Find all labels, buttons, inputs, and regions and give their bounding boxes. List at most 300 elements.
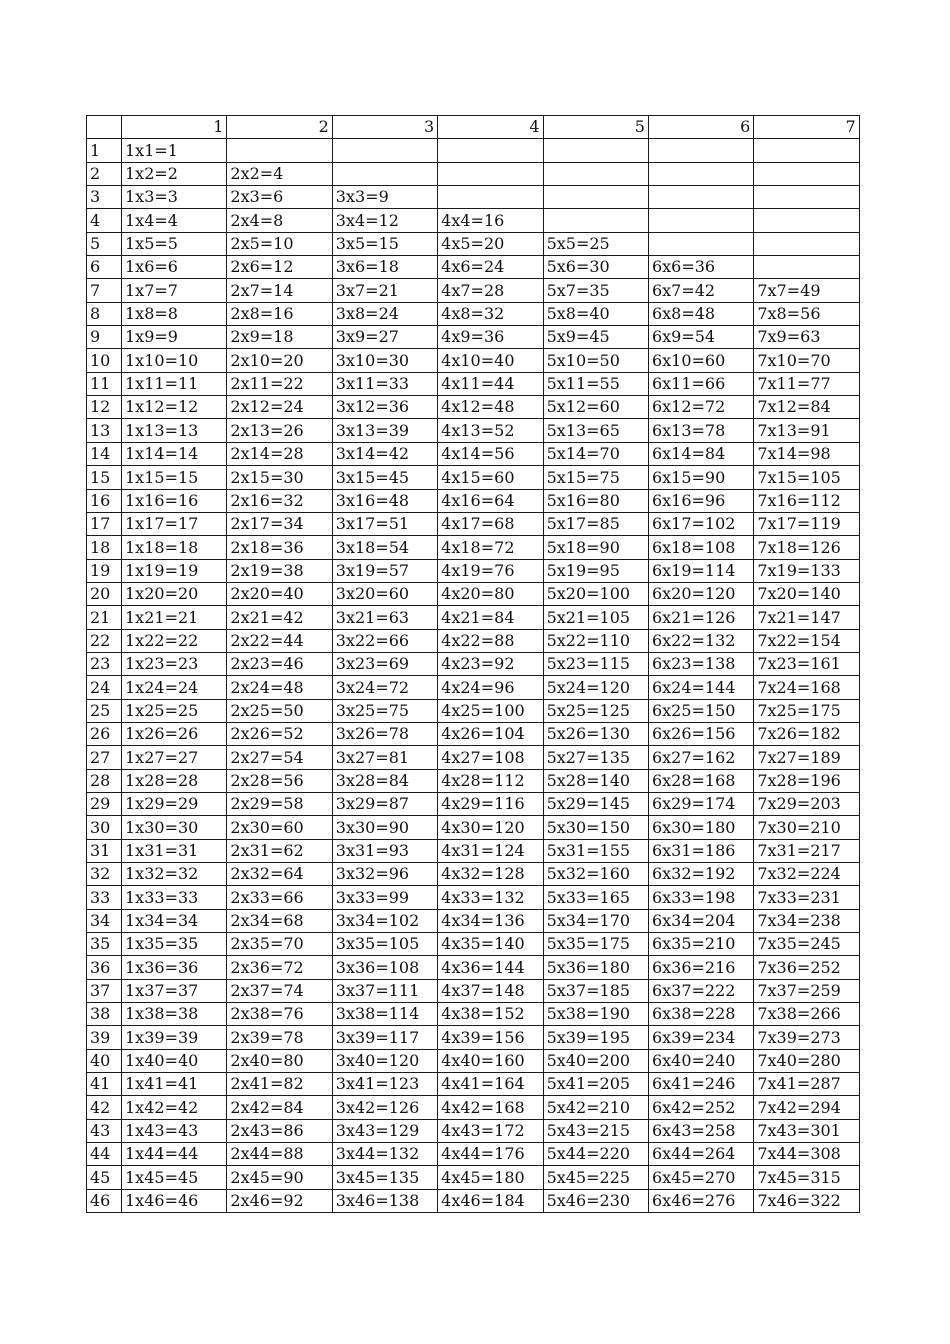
table-row [87,1073,860,1096]
table-cell: 7x43=301 [754,1119,859,1142]
table-cell: 4x5=20 [438,232,543,255]
table-row [87,139,860,162]
table-row [87,1003,860,1026]
table-cell: 4x45=180 [438,1166,543,1189]
table-cell: 4x18=72 [438,536,543,559]
table-cell: 7x32=224 [754,863,859,886]
table-cell: 5x28=140 [543,769,648,792]
table-cell: 4x21=84 [438,606,543,629]
table-cell [648,139,753,162]
table-row [87,512,860,535]
table-cell: 5x13=65 [543,419,648,442]
table-cell: 3x30=90 [332,816,437,839]
table-cell: 2x11=22 [227,372,332,395]
column-header: 1 [122,116,227,139]
table-cell: 1x42=42 [122,1096,227,1119]
table-body [87,116,860,1213]
table-cell: 4x37=148 [438,979,543,1002]
table-cell: 2x31=62 [227,839,332,862]
table-cell: 6x42=252 [648,1096,753,1119]
table-cell: 3x16=48 [332,489,437,512]
table-cell: 1x29=29 [122,792,227,815]
table-cell: 1x41=41 [122,1073,227,1096]
table-cell: 7x33=231 [754,886,859,909]
table-cell: 5x38=190 [543,1003,648,1026]
row-header: 17 [87,512,122,535]
table-cell: 5x34=170 [543,909,648,932]
table-cell: 6x15=90 [648,466,753,489]
table-cell: 5x42=210 [543,1096,648,1119]
table-cell: 1x44=44 [122,1143,227,1166]
table-cell: 7x34=238 [754,909,859,932]
table-cell: 1x39=39 [122,1026,227,1049]
row-header: 23 [87,652,122,675]
table-cell: 7x23=161 [754,652,859,675]
table-cell: 3x13=39 [332,419,437,442]
table-row [87,839,860,862]
table-cell: 3x42=126 [332,1096,437,1119]
row-header: 2 [87,162,122,185]
table-cell: 2x24=48 [227,676,332,699]
table-cell: 2x32=64 [227,863,332,886]
table-cell: 7x17=119 [754,512,859,535]
table-cell: 7x21=147 [754,606,859,629]
table-row [87,979,860,1002]
table-cell: 6x30=180 [648,816,753,839]
table-row [87,536,860,559]
table-cell: 3x10=30 [332,349,437,372]
table-cell: 3x35=105 [332,933,437,956]
row-header: 30 [87,816,122,839]
table-cell: 6x12=72 [648,396,753,419]
table-cell: 2x16=32 [227,489,332,512]
table-cell: 6x26=156 [648,722,753,745]
table-cell: 4x24=96 [438,676,543,699]
table-cell: 3x11=33 [332,372,437,395]
table-row [87,909,860,932]
table-cell: 6x29=174 [648,792,753,815]
table-cell: 2x28=56 [227,769,332,792]
table-cell: 7x8=56 [754,302,859,325]
table-cell [543,209,648,232]
table-cell: 4x9=36 [438,326,543,349]
table-cell: 6x33=198 [648,886,753,909]
table-cell: 3x20=60 [332,582,437,605]
table-cell: 3x15=45 [332,466,437,489]
table-cell: 5x25=125 [543,699,648,722]
table-cell: 2x7=14 [227,279,332,302]
table-cell: 3x21=63 [332,606,437,629]
table-cell: 1x3=3 [122,186,227,209]
row-header: 28 [87,769,122,792]
table-cell: 2x8=16 [227,302,332,325]
table-cell: 7x42=294 [754,1096,859,1119]
table-row [87,746,860,769]
table-cell: 7x20=140 [754,582,859,605]
table-cell: 7x11=77 [754,372,859,395]
table-cell: 1x10=10 [122,349,227,372]
table-cell [754,209,859,232]
row-header: 6 [87,256,122,279]
table-cell: 7x18=126 [754,536,859,559]
table-cell: 4x44=176 [438,1143,543,1166]
row-header: 16 [87,489,122,512]
table-cell: 7x10=70 [754,349,859,372]
table-cell: 7x7=49 [754,279,859,302]
table-cell: 1x2=2 [122,162,227,185]
table-cell: 6x24=144 [648,676,753,699]
table-cell: 5x19=95 [543,559,648,582]
table-cell: 3x8=24 [332,302,437,325]
table-cell: 5x37=185 [543,979,648,1002]
table-cell: 1x24=24 [122,676,227,699]
table-cell: 3x29=87 [332,792,437,815]
table-cell: 4x43=172 [438,1119,543,1142]
table-cell: 3x19=57 [332,559,437,582]
table-cell: 3x5=15 [332,232,437,255]
table-cell: 1x43=43 [122,1119,227,1142]
table-cell: 6x6=36 [648,256,753,279]
table-cell: 3x33=99 [332,886,437,909]
table-cell: 6x10=60 [648,349,753,372]
row-header: 45 [87,1166,122,1189]
table-cell: 3x4=12 [332,209,437,232]
table-cell: 2x25=50 [227,699,332,722]
table-cell: 4x32=128 [438,863,543,886]
table-cell [332,162,437,185]
table-row [87,1166,860,1189]
table-cell: 5x17=85 [543,512,648,535]
table-row [87,396,860,419]
table-cell: 7x9=63 [754,326,859,349]
row-header: 43 [87,1119,122,1142]
table-cell: 1x36=36 [122,956,227,979]
table-cell: 1x20=20 [122,582,227,605]
table-cell: 7x45=315 [754,1166,859,1189]
table-cell: 3x9=27 [332,326,437,349]
table-cell: 7x35=245 [754,933,859,956]
table-row [87,652,860,675]
table-row [87,792,860,815]
table-cell: 6x46=276 [648,1189,753,1212]
table-row [87,302,860,325]
table-cell: 4x16=64 [438,489,543,512]
row-header: 31 [87,839,122,862]
table-cell: 1x7=7 [122,279,227,302]
table-cell: 4x17=68 [438,512,543,535]
table-cell: 5x40=200 [543,1049,648,1072]
row-header: 12 [87,396,122,419]
table-cell: 1x31=31 [122,839,227,862]
table-cell: 1x30=30 [122,816,227,839]
table-cell: 4x10=40 [438,349,543,372]
table-cell: 2x5=10 [227,232,332,255]
table-cell: 7x36=252 [754,956,859,979]
table-cell: 3x40=120 [332,1049,437,1072]
table-cell: 2x15=30 [227,466,332,489]
table-cell: 7x26=182 [754,722,859,745]
table-cell: 1x14=14 [122,442,227,465]
table-cell: 3x44=132 [332,1143,437,1166]
row-header: 11 [87,372,122,395]
table-cell: 3x7=21 [332,279,437,302]
table-cell: 3x24=72 [332,676,437,699]
table-cell: 7x41=287 [754,1073,859,1096]
table-cell: 1x17=17 [122,512,227,535]
table-cell [754,232,859,255]
table-cell: 4x40=160 [438,1049,543,1072]
corner-cell [87,116,122,139]
table-cell: 5x33=165 [543,886,648,909]
table-cell: 4x41=164 [438,1073,543,1096]
table-cell: 3x34=102 [332,909,437,932]
column-header: 7 [754,116,859,139]
table-cell: 5x20=100 [543,582,648,605]
table-cell: 4x29=116 [438,792,543,815]
table-cell: 7x15=105 [754,466,859,489]
table-cell: 7x37=259 [754,979,859,1002]
row-header: 38 [87,1003,122,1026]
table-cell: 5x15=75 [543,466,648,489]
table-cell: 2x38=76 [227,1003,332,1026]
table-cell: 2x17=34 [227,512,332,535]
table-cell: 2x10=20 [227,349,332,372]
table-cell: 7x22=154 [754,629,859,652]
row-header: 41 [87,1073,122,1096]
table-cell: 4x39=156 [438,1026,543,1049]
table-cell: 3x18=54 [332,536,437,559]
table-cell: 5x31=155 [543,839,648,862]
table-cell: 2x43=86 [227,1119,332,1142]
table-cell: 7x13=91 [754,419,859,442]
table-cell [543,162,648,185]
table-cell: 6x13=78 [648,419,753,442]
table-cell: 5x21=105 [543,606,648,629]
row-header: 29 [87,792,122,815]
table-cell: 5x46=230 [543,1189,648,1212]
table-cell: 4x19=76 [438,559,543,582]
row-header: 46 [87,1189,122,1212]
table-cell: 1x11=11 [122,372,227,395]
table-cell [648,186,753,209]
row-header: 4 [87,209,122,232]
table-cell: 5x32=160 [543,863,648,886]
table-cell: 1x4=4 [122,209,227,232]
table-cell: 5x16=80 [543,489,648,512]
table-cell: 3x38=114 [332,1003,437,1026]
table-cell: 3x14=42 [332,442,437,465]
table-cell: 6x23=138 [648,652,753,675]
table-row [87,256,860,279]
table-cell: 6x9=54 [648,326,753,349]
table-cell [438,139,543,162]
row-header: 34 [87,909,122,932]
table-cell: 5x11=55 [543,372,648,395]
row-header: 22 [87,629,122,652]
table-row [87,442,860,465]
row-header: 3 [87,186,122,209]
table-cell [438,186,543,209]
table-cell: 3x45=135 [332,1166,437,1189]
row-header: 36 [87,956,122,979]
table-cell: 5x26=130 [543,722,648,745]
table-cell: 6x19=114 [648,559,753,582]
table-cell: 2x33=66 [227,886,332,909]
table-cell: 6x25=150 [648,699,753,722]
table-cell: 3x17=51 [332,512,437,535]
table-cell: 1x22=22 [122,629,227,652]
table-cell: 2x30=60 [227,816,332,839]
table-cell: 2x44=88 [227,1143,332,1166]
table-row [87,466,860,489]
table-cell [227,139,332,162]
row-header: 1 [87,139,122,162]
table-cell: 6x43=258 [648,1119,753,1142]
table-row [87,606,860,629]
table-cell: 2x14=28 [227,442,332,465]
row-header: 44 [87,1143,122,1166]
table-cell: 2x36=72 [227,956,332,979]
table-cell: 2x2=4 [227,162,332,185]
table-cell: 4x7=28 [438,279,543,302]
table-row [87,886,860,909]
table-row [87,699,860,722]
table-cell: 3x26=78 [332,722,437,745]
row-header: 27 [87,746,122,769]
table-row [87,1119,860,1142]
table-cell: 1x15=15 [122,466,227,489]
table-cell: 4x46=184 [438,1189,543,1212]
row-header: 25 [87,699,122,722]
row-header: 5 [87,232,122,255]
table-row [87,489,860,512]
row-header: 19 [87,559,122,582]
table-cell: 4x33=132 [438,886,543,909]
row-header: 26 [87,722,122,745]
table-row [87,559,860,582]
column-header-row [87,116,860,139]
table-cell [543,139,648,162]
table-cell: 5x35=175 [543,933,648,956]
table-cell: 1x45=45 [122,1166,227,1189]
table-row [87,279,860,302]
table-cell: 7x24=168 [754,676,859,699]
table-row [87,1049,860,1072]
table-cell: 4x25=100 [438,699,543,722]
table-cell: 5x24=120 [543,676,648,699]
table-row [87,769,860,792]
table-cell: 1x46=46 [122,1189,227,1212]
table-cell: 4x22=88 [438,629,543,652]
table-cell: 6x11=66 [648,372,753,395]
table-cell [754,162,859,185]
table-cell: 3x22=66 [332,629,437,652]
table-cell: 2x9=18 [227,326,332,349]
table-cell: 4x23=92 [438,652,543,675]
column-header: 6 [648,116,753,139]
table-row [87,933,860,956]
table-cell [648,209,753,232]
table-cell: 7x30=210 [754,816,859,839]
table-cell: 1x23=23 [122,652,227,675]
table-cell [648,232,753,255]
table-cell: 7x39=273 [754,1026,859,1049]
table-cell: 2x46=92 [227,1189,332,1212]
table-cell: 7x31=217 [754,839,859,862]
table-row [87,326,860,349]
table-cell: 2x42=84 [227,1096,332,1119]
column-header: 2 [227,116,332,139]
table-cell: 3x25=75 [332,699,437,722]
table-cell: 7x44=308 [754,1143,859,1166]
table-cell: 2x27=54 [227,746,332,769]
row-header: 18 [87,536,122,559]
table-cell: 7x16=112 [754,489,859,512]
table-row [87,1189,860,1212]
table-row [87,676,860,699]
row-header: 20 [87,582,122,605]
table-cell: 1x5=5 [122,232,227,255]
table-cell: 2x12=24 [227,396,332,419]
table-cell: 1x1=1 [122,139,227,162]
row-header: 13 [87,419,122,442]
table-cell: 5x5=25 [543,232,648,255]
row-header: 40 [87,1049,122,1072]
table-cell: 6x45=270 [648,1166,753,1189]
table-cell: 4x13=52 [438,419,543,442]
table-cell: 5x9=45 [543,326,648,349]
table-cell: 1x9=9 [122,326,227,349]
row-header: 14 [87,442,122,465]
table-cell: 5x18=90 [543,536,648,559]
table-cell: 5x8=40 [543,302,648,325]
table-cell: 5x30=150 [543,816,648,839]
table-cell: 7x14=98 [754,442,859,465]
table-cell: 1x21=21 [122,606,227,629]
table-cell: 5x23=115 [543,652,648,675]
table-cell: 2x19=38 [227,559,332,582]
table-cell: 3x46=138 [332,1189,437,1212]
table-cell: 5x10=50 [543,349,648,372]
table-cell: 1x26=26 [122,722,227,745]
table-cell: 1x38=38 [122,1003,227,1026]
table-cell: 7x46=322 [754,1189,859,1212]
table-cell: 5x41=205 [543,1073,648,1096]
table-cell: 6x18=108 [648,536,753,559]
table-cell: 3x32=96 [332,863,437,886]
table-cell: 2x20=40 [227,582,332,605]
table-cell: 5x43=215 [543,1119,648,1142]
table-cell: 5x22=110 [543,629,648,652]
table-cell: 1x16=16 [122,489,227,512]
table-cell: 1x40=40 [122,1049,227,1072]
column-header: 3 [332,116,437,139]
table-cell: 4x11=44 [438,372,543,395]
table-cell [754,256,859,279]
row-header: 35 [87,933,122,956]
table-cell: 1x19=19 [122,559,227,582]
table-cell: 7x40=280 [754,1049,859,1072]
table-cell [438,162,543,185]
table-cell: 6x16=96 [648,489,753,512]
table-row [87,1026,860,1049]
table-cell: 4x15=60 [438,466,543,489]
table-cell: 7x12=84 [754,396,859,419]
table-cell: 6x22=132 [648,629,753,652]
table-cell: 5x39=195 [543,1026,648,1049]
table-cell: 6x39=234 [648,1026,753,1049]
table-cell: 3x43=129 [332,1119,437,1142]
